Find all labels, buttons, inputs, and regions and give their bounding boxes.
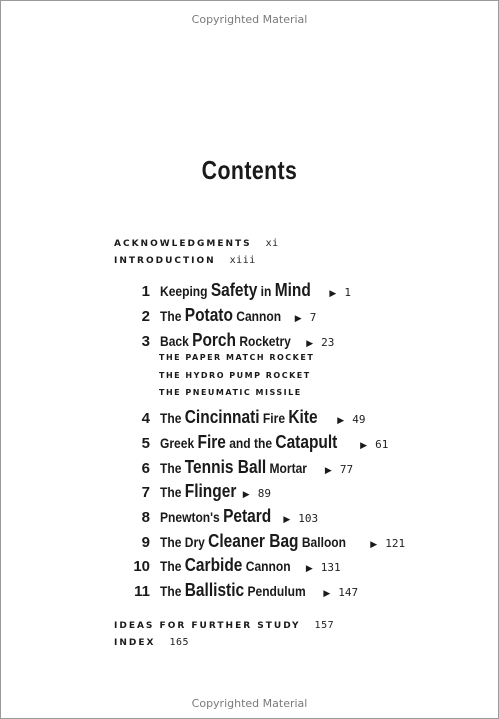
chapter-number: 11 [134, 583, 150, 600]
toc-chapter-8 [128, 506, 318, 528]
chapter-title-part: Pendulum [244, 583, 306, 599]
chapter-title-part: Porch [192, 330, 237, 350]
arrow-icon: ▶ [306, 339, 314, 349]
chapter-title [160, 305, 281, 326]
chapter-title-part: Keeping [160, 283, 211, 299]
chapter-title-part: Mind [274, 280, 311, 300]
chapter-title [160, 330, 291, 351]
toc-subsection: THE HYDRO PUMP ROCKET [159, 371, 311, 380]
chapter-title-part: Back [160, 333, 193, 349]
chapter-title-part: Pnewton's [160, 509, 224, 525]
copyright-watermark-top: Copyrighted Material [191, 13, 308, 26]
chapter-title-part: The Dry [160, 534, 209, 550]
chapter-title-part: Fire [197, 432, 226, 452]
chapter-title-part: Carbide [184, 555, 243, 575]
chapter-page: 23 [321, 336, 335, 349]
chapter-title-part: Greek [160, 435, 198, 451]
toc-further-study [114, 620, 334, 631]
chapter-page: 131 [320, 561, 341, 574]
toc-further-study-page: 157 [314, 620, 335, 631]
chapter-title-part: Rocketry [236, 333, 291, 349]
chapter-title-part: Cannon [242, 558, 291, 574]
arrow-icon: ▶ [370, 540, 378, 550]
toc-acknowledgments [114, 238, 279, 249]
arrow-icon: ▶ [329, 289, 337, 299]
chapter-title-part: in [257, 283, 275, 299]
chapter-title-part: Cincinnati [184, 407, 260, 427]
chapter-number: 8 [141, 509, 150, 526]
chapter-number: 2 [141, 308, 150, 325]
chapter-page: 121 [385, 537, 406, 550]
toc-index-page: 165 [169, 637, 190, 648]
arrow-icon: ▶ [294, 314, 302, 324]
chapter-number: 9 [141, 534, 150, 551]
chapter-number: 7 [141, 484, 150, 501]
toc-index [114, 637, 189, 648]
toc-chapter-9 [128, 531, 405, 553]
chapter-title [160, 432, 337, 453]
toc-chapter-6 [128, 457, 353, 479]
chapter-page: 89 [257, 487, 271, 500]
chapter-title [160, 506, 271, 527]
chapter-title-part: Kite [288, 407, 318, 427]
toc-subsection: THE PAPER MATCH ROCKET [159, 353, 315, 362]
chapter-title [160, 481, 236, 502]
chapter-title-part: Balloon [298, 534, 347, 550]
chapter-title-part: The [160, 308, 185, 324]
chapter-page: 7 [309, 311, 317, 324]
toc-introduction [114, 255, 256, 266]
chapter-page: 49 [352, 413, 366, 426]
chapter-title [160, 555, 291, 576]
chapter-number: 10 [133, 558, 150, 575]
copyright-watermark-bottom: Copyrighted Material [191, 697, 308, 710]
arrow-icon: ▶ [360, 441, 368, 451]
toc-chapter-1 [128, 280, 351, 302]
arrow-icon: ▶ [283, 515, 291, 525]
chapter-title [160, 280, 311, 301]
chapter-title-part: The [160, 484, 185, 500]
chapter-number: 1 [141, 283, 150, 300]
toc-chapter-4 [128, 407, 365, 429]
toc-acknowledgments-label: ACKNOWLEDGMENTS [114, 239, 252, 249]
chapter-title-part: Fire [259, 410, 289, 426]
toc-chapter-11 [128, 580, 358, 602]
chapter-title-part: Mortar [266, 460, 307, 476]
toc-chapter-3 [128, 330, 334, 352]
chapter-title [160, 580, 306, 601]
chapter-title-part: Flinger [184, 481, 237, 501]
chapter-title-part: The [160, 460, 185, 476]
chapter-title [160, 531, 346, 552]
chapter-page: 147 [338, 586, 359, 599]
chapter-title-part: Petard [223, 506, 272, 526]
toc-introduction-label: INTRODUCTION [114, 256, 216, 266]
chapter-title-part: Cannon [232, 308, 282, 324]
arrow-icon: ▶ [337, 416, 345, 426]
toc-further-study-label: IDEAS FOR FURTHER STUDY [114, 621, 301, 631]
toc-chapter-7 [128, 481, 271, 503]
chapter-number: 5 [141, 435, 150, 452]
chapter-number: 4 [141, 410, 150, 427]
chapter-title-part: Potato [184, 305, 233, 325]
arrow-icon: ▶ [305, 564, 313, 574]
chapter-title [160, 407, 318, 428]
chapter-page: 77 [339, 463, 354, 476]
toc-chapter-5 [128, 432, 388, 454]
chapter-page: 1 [344, 286, 351, 299]
arrow-icon: ▶ [323, 589, 331, 599]
chapter-title-part: Ballistic [184, 580, 245, 600]
chapter-title-part: Cleaner Bag [208, 531, 299, 551]
toc-chapter-10 [128, 555, 341, 577]
chapter-title-part: The [160, 583, 185, 599]
chapter-title-part: Tennis Ball [184, 457, 267, 477]
chapter-title-part: and the [225, 435, 276, 451]
toc-subsection: THE PNEUMATIC MISSILE [159, 388, 302, 397]
toc-chapter-2 [128, 305, 316, 327]
chapter-number: 3 [141, 333, 150, 350]
chapter-title [160, 457, 307, 478]
chapter-page: 61 [375, 438, 389, 451]
chapter-title-part: The [160, 558, 185, 574]
arrow-icon: ▶ [324, 466, 332, 476]
page-title: Contents [201, 155, 298, 185]
chapter-title-part: Safety [210, 280, 258, 300]
chapter-title-part: Catapult [275, 432, 338, 452]
arrow-icon: ▶ [242, 490, 250, 500]
chapter-title-part: The [160, 410, 185, 426]
chapter-number: 6 [141, 460, 150, 477]
toc-acknowledgments-page: xi [265, 238, 279, 249]
toc-introduction-page: xiii [229, 255, 256, 266]
chapter-page: 103 [298, 512, 319, 525]
toc-index-label: INDEX [114, 638, 156, 648]
